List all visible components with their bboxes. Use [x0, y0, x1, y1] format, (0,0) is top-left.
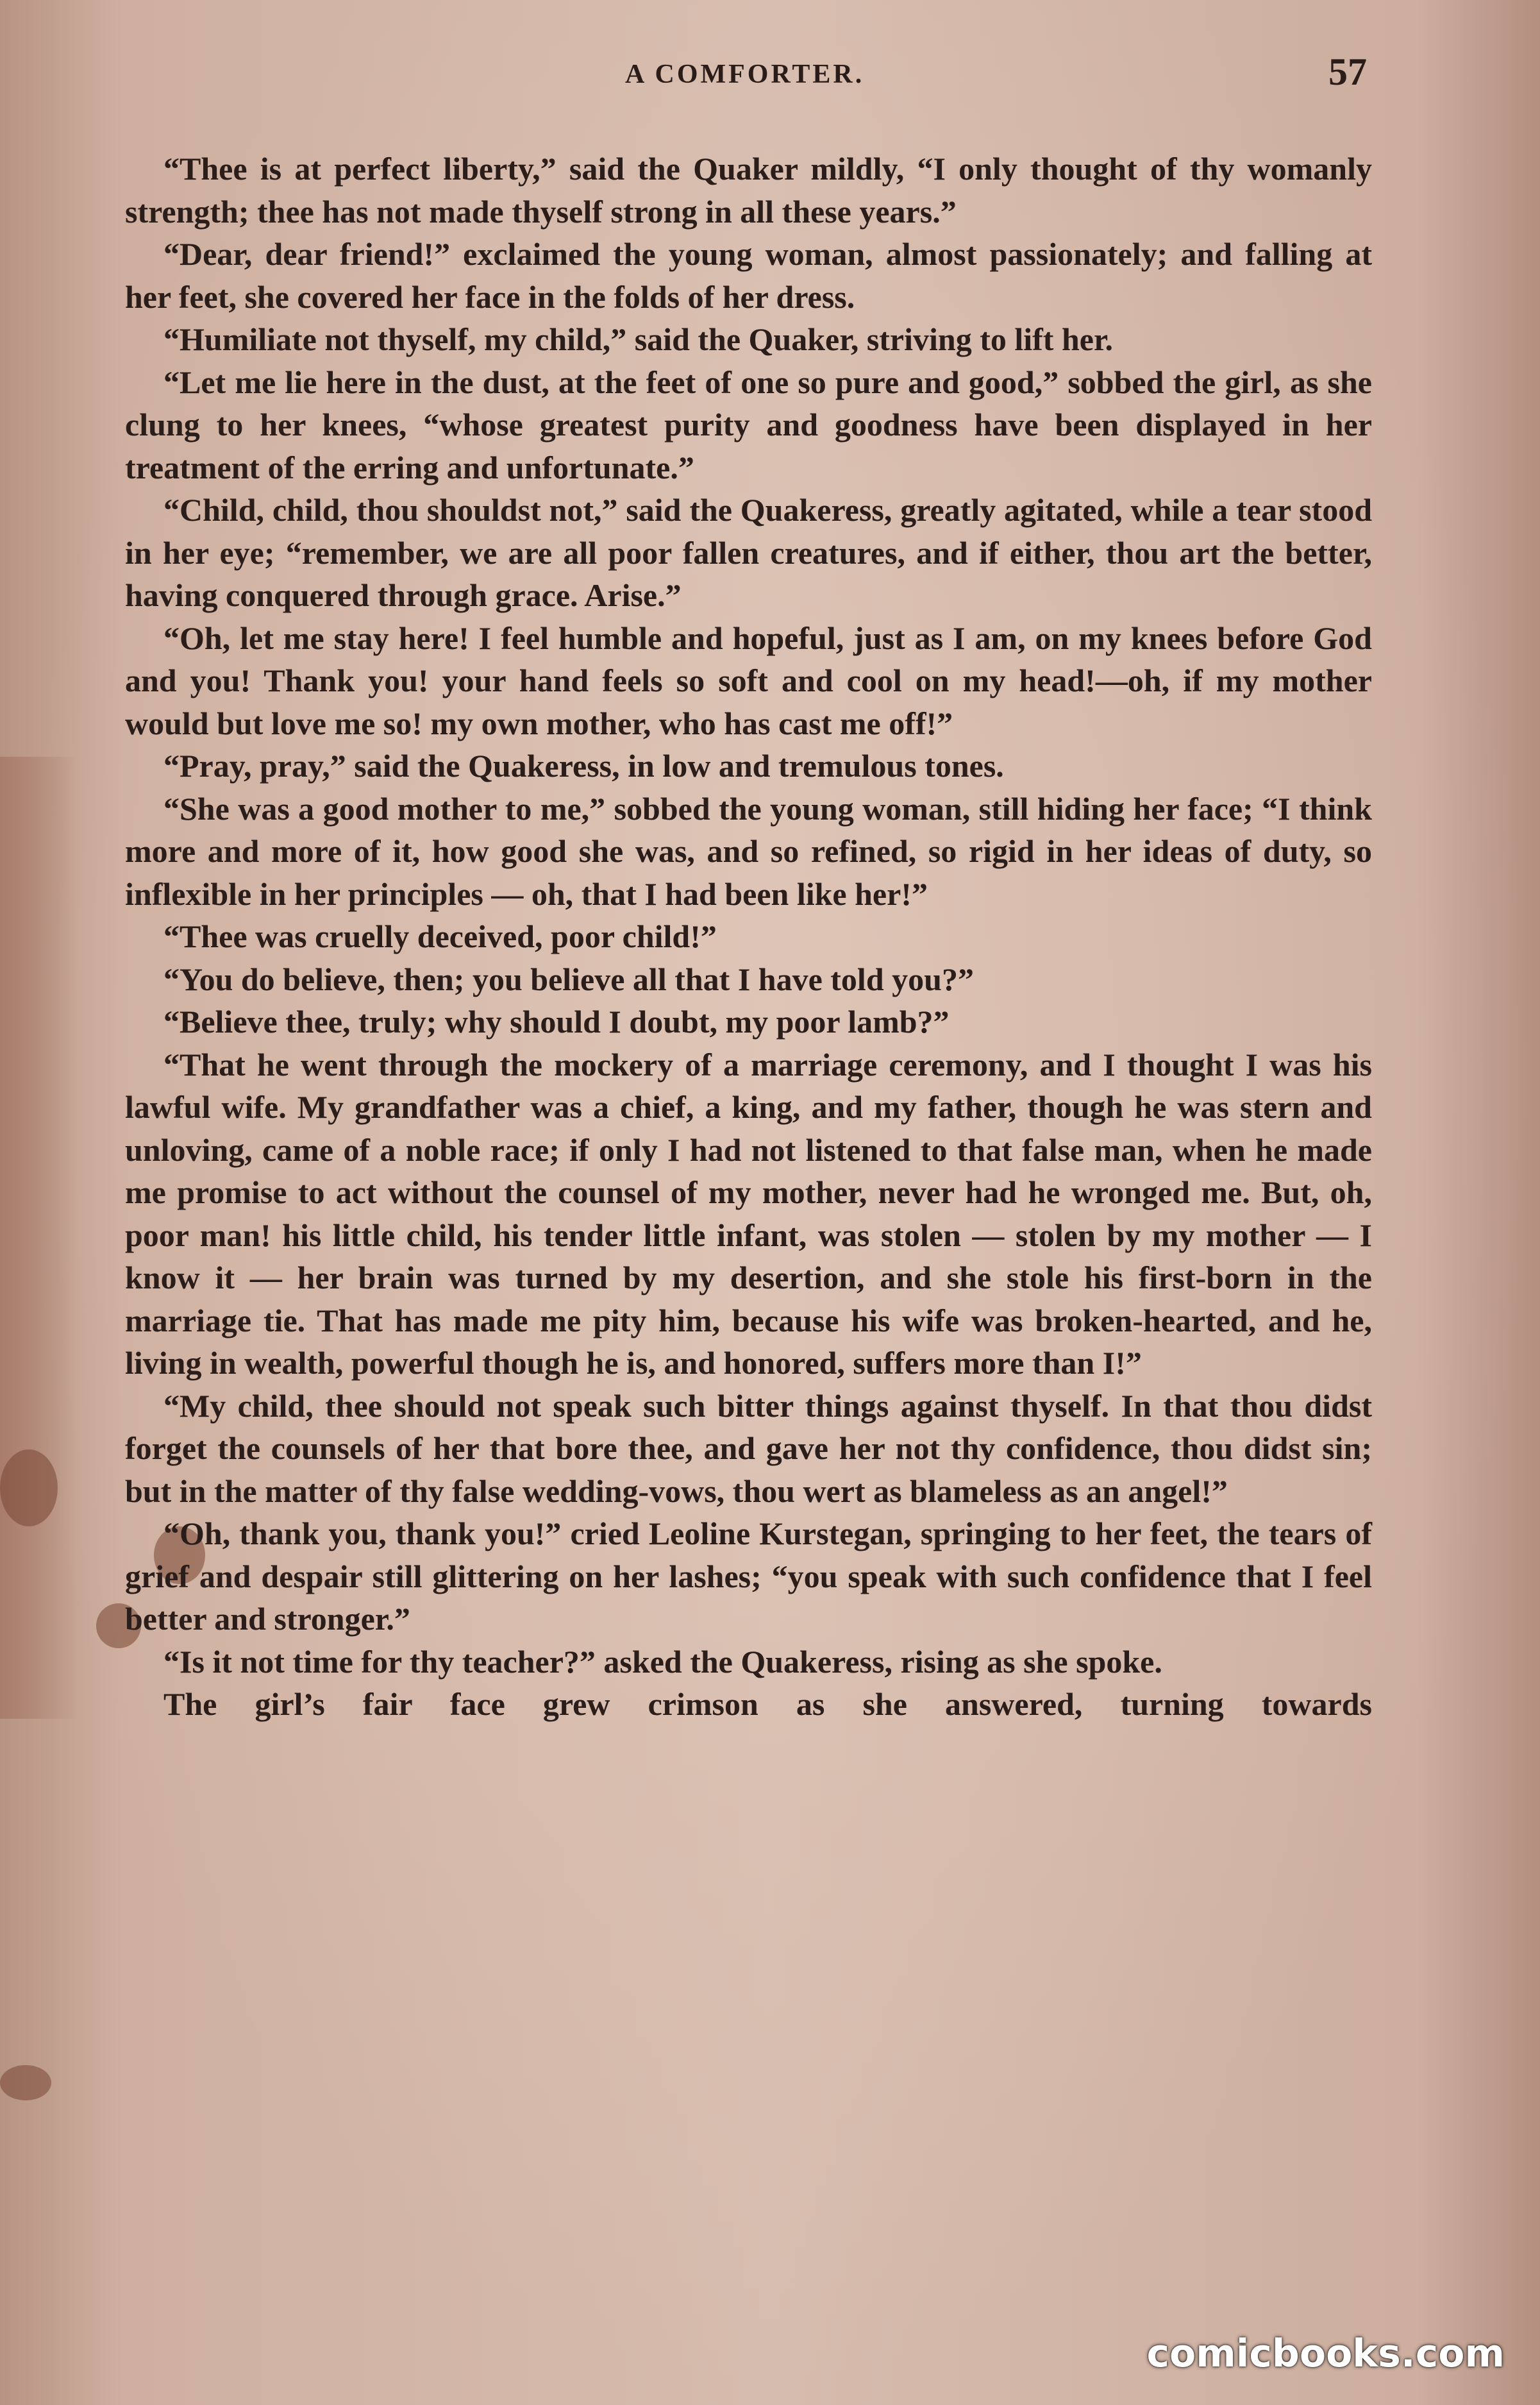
paragraph: “Thee is at perfect liberty,” said the Quaker mildly, “I only thought of thy womanly strength; thee has not made thyself strong in all these years.” — [125, 151, 1372, 230]
paragraph: The girl’s fair face grew crimson as she answered, turning towards — [163, 1686, 1372, 1722]
page-number: 57 — [1328, 51, 1367, 93]
paragraph: “That he went through the mockery of a marriage ceremony, and I thought I was his lawful wife. My grandfather was a chief, a king, and my father, though he was stern and unloving, came of a noble race; if only I had not listened to that false man, when he made me promise to act without the counsel of my mother, never had he wronged me. But, oh, poor man! his little child, his tender little infant, was stolen — stolen by my mother — I know it — her brain was turned by my desertion, and she stole his first-born in the marriage tie. That has made me pity him, because his wife was broken-hearted, and he, living in wealth, powerful though he is, and honored, suffers more than I!” — [125, 1046, 1372, 1381]
running-head-title: A COMFORTER. — [625, 60, 865, 89]
paragraph: “Dear, dear friend!” exclaimed the young woman, almost passionately; and falling at her feet, she covered her face in the folds of her dress. — [125, 236, 1372, 315]
paragraph: “Oh, thank you, thank you!” cried Leoline Kurstegan, springing to her feet, the tears of grief and despair still glittering on her lashes; “you speak with such confidence that I feel better and stronger.” — [125, 1515, 1372, 1637]
running-head — [0, 50, 1540, 101]
body-text — [125, 148, 1372, 1726]
page-stain — [0, 1449, 58, 1526]
page-stain — [0, 2065, 51, 2100]
paragraph: “Pray, pray,” said the Quakeress, in low and tremulous tones. — [163, 748, 1004, 784]
paragraph: “Thee was cruelly deceived, poor child!” — [163, 918, 717, 954]
paragraph: “She was a good mother to me,” sobbed the young woman, still hiding her face; “I think more and more of it, how good she was, and so refined, so rigid in her ideas of duty, so inflexible in her principles — oh, that I had been like her!” — [125, 790, 1372, 912]
paragraph: “Is it not time for thy teacher?” asked the Quakeress, rising as she spoke. — [163, 1643, 1162, 1680]
paragraph: “Let me lie here in the dust, at the feet of one so pure and good,” sobbed the girl, as she clung to her knees, “whose greatest purity and goodness have been displayed in her treatment of the erring and unfortunate.” — [125, 364, 1372, 485]
site-watermark: comicbooks.com — [1146, 2331, 1505, 2376]
paragraph: “Humiliate not thyself, my child,” said the Quaker, striving to lift her. — [163, 321, 1114, 357]
paragraph: “Oh, let me stay here! I feel humble and hopeful, just as I am, on my knees before God and you! Thank you! your hand feels so soft and cool on my head!—oh, if my mother would but love me so! my own mother, who has cast me off!” — [125, 620, 1372, 741]
paragraph: “You do believe, then; you believe all that I have told you?” — [163, 961, 974, 997]
paragraph: “Child, child, thou shouldst not,” said the Quakeress, greatly agitated, while a tear stood in her eye; “remember, we are all poor fallen creatures, and if either, thou art the better, having conquered through grace. Arise.” — [125, 492, 1372, 613]
paragraph: “My child, thee should not speak such bitter things against thyself. In that thou didst forget the counsels of her that bore thee, and gave her not thy confidence, thou didst sin; but in the matter of thy false wedding-vows, thou wert as blameless as an angel!” — [125, 1387, 1372, 1509]
paragraph: “Believe thee, truly; why should I doubt, my poor lamb?” — [163, 1004, 950, 1040]
binding-edge — [0, 757, 77, 1719]
